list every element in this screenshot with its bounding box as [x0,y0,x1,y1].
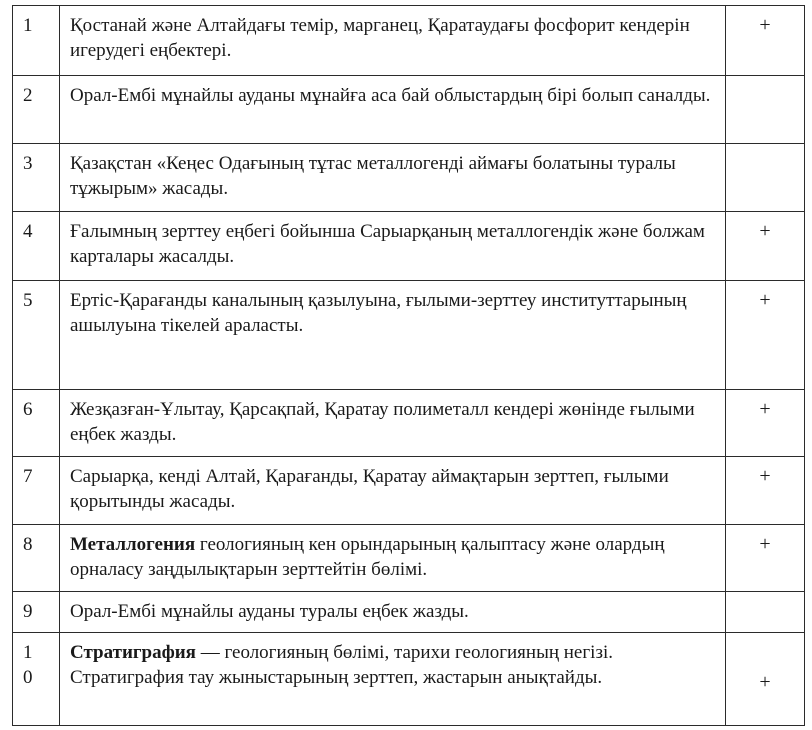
row-number: 2 [13,76,60,144]
term-metallogeny: Металлогения [70,534,196,555]
table-row [13,144,805,212]
table-row [13,525,805,592]
row-text: Қостанай және Алтайдағы темір, марганец, Қаратаудағы фосфорит кендерін игерудегі еңбектері. [60,6,726,76]
table-row [13,592,805,633]
table-row [13,390,805,457]
table-row [13,457,805,525]
row-mark: + [726,281,805,390]
row-mark [726,144,805,212]
row-mark: + [726,457,805,525]
row-mark [726,76,805,144]
row-text: Орал-Ембі мұнайлы ауданы туралы еңбек жазды. [60,592,726,633]
row-mark: + [726,390,805,457]
row-text: Қазақстан «Кеңес Одағының тұтас металлогенді аймағы болатыны туралы тұжырым» жасады. [60,144,726,212]
row-text: Сарыарқа, кенді Алтай, Қарағанды, Қаратау аймақтарын зерттеп, ғылыми қорытынды жасады. [60,457,726,525]
row-number: 1 [13,6,60,76]
row-number: 7 [13,457,60,525]
row-number: 5 [13,281,60,390]
answer-table [12,5,805,726]
row-number: 4 [13,212,60,281]
table-row [13,6,805,76]
row-text: Орал-Ембі мұнайлы ауданы мұнайға аса бай облыстардың бірі болып саналды. [60,76,726,144]
term-stratigraphy: Стратиграфия [70,642,196,663]
row-number: 3 [13,144,60,212]
row-number [13,633,60,726]
row-mark: + [726,633,805,726]
row-text: Ғалымның зерттеу еңбегі бойынша Сарыарқаның металлогендік және болжам карталары жасалды. [60,212,726,281]
row-text: Ертіс-Қарағанды каналының қазылуына, ғылыми-зерттеу институттарының ашылуына тікелей араласты. [60,281,726,390]
definition-text: геологияның кен орындарының қалыптасу және олардың орналасу заңдылықтарын зерттейтін бөлімі. [70,534,665,580]
table-row [13,76,805,144]
row-text [60,525,726,592]
row-mark: + [726,212,805,281]
row-number: 8 [13,525,60,592]
row-text: Жезқазған-Ұлытау, Қарсақпай, Қаратау полиметалл кендері жөнінде ғылыми еңбек жазды. [60,390,726,457]
row-text [60,633,726,726]
row-number: 6 [13,390,60,457]
row-mark: + [726,525,805,592]
table-row [13,212,805,281]
row-mark [726,592,805,633]
row-number: 9 [13,592,60,633]
row-number-digits: 10 [23,642,33,688]
table-row [13,633,805,726]
definition-text: — геологияның бөлімі, тарихи геологияның негізі. Стратиграфия тау жыныстарының зерттеп, жастарын анықтайды. [70,642,613,688]
row-mark: + [726,6,805,76]
table-row [13,281,805,390]
